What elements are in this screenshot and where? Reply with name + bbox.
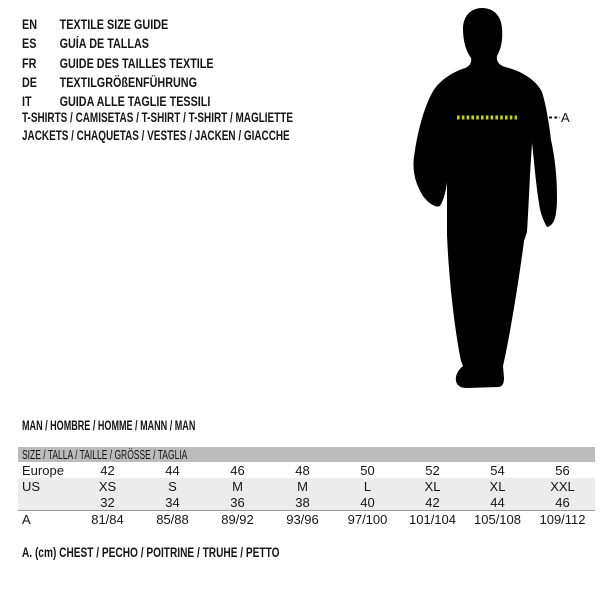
size-value-cell: M (232, 478, 243, 494)
size-value-cell: 42 (425, 494, 440, 510)
size-value-cell: 42 (100, 462, 115, 478)
size-value-cell: 50 (360, 462, 375, 478)
man-silhouette-icon (413, 8, 557, 388)
size-value-cell: 101/104 (409, 511, 456, 527)
size-value-cell: 44 (490, 494, 505, 510)
language-label: GUIDE DES TAILLES TEXTILE (59, 55, 214, 71)
size-value-cell: 97/100 (347, 511, 388, 527)
size-value-cell: M (297, 478, 308, 494)
row-label: A (22, 511, 31, 527)
chest-measure-label: A (561, 110, 570, 125)
language-label: GUÍA DE TALLAS (59, 36, 149, 52)
language-code: ES (22, 36, 37, 52)
size-value-cell: 36 (230, 494, 245, 510)
size-value-cell: 34 (165, 494, 180, 510)
table-row (18, 494, 595, 510)
size-value-cell: 81/84 (91, 511, 124, 527)
category-line-text: JACKETS / CHAQUETAS / VESTES / JACKEN / GIACCHE (22, 126, 290, 143)
size-value-cell: 46 (230, 462, 245, 478)
size-table-body (18, 462, 595, 527)
size-value-cell: 54 (490, 462, 505, 478)
size-table-header-text: SIZE / TALLA / TAILLE / GRÖSSE / TAGLIA (22, 447, 188, 462)
size-value-cell: 85/88 (156, 511, 189, 527)
table-row (18, 510, 595, 527)
row-label: US (22, 478, 41, 494)
size-value-cell: 93/96 (286, 511, 319, 527)
size-value-cell: XXL (550, 478, 575, 494)
row-label: Europe (22, 462, 64, 478)
section-title (22, 418, 281, 433)
size-value-cell: 32 (100, 494, 115, 510)
size-value-cell: XL (489, 478, 506, 494)
size-value-cell: 48 (295, 462, 310, 478)
size-value-cell: 38 (295, 494, 310, 510)
section-title-text: MAN / HOMBRE / HOMME / MANN / MAN (22, 418, 196, 433)
language-label: GUIDA ALLE TAGLIE TESSILI (59, 94, 211, 110)
language-code: DE (22, 74, 38, 90)
size-value-cell: 109/112 (539, 511, 586, 527)
measurement-footnote (22, 545, 365, 560)
measurement-footnote-text: A. (cm) CHEST / PECHO / POITRINE / TRUHE / PETTO (22, 545, 280, 560)
size-value-cell: L (363, 478, 372, 494)
size-value-cell: 40 (360, 494, 375, 510)
table-row (18, 462, 595, 478)
size-value-cell: 89/92 (221, 511, 254, 527)
language-code: IT (22, 94, 32, 110)
size-value-cell: 56 (555, 462, 570, 478)
table-row (18, 478, 595, 494)
size-value-cell: S (168, 478, 177, 494)
size-table-header (18, 447, 595, 462)
size-value-cell: 105/108 (474, 511, 521, 527)
size-value-cell: 46 (555, 494, 570, 510)
size-value-cell: 44 (165, 462, 180, 478)
language-code: FR (22, 55, 37, 71)
language-code: EN (22, 17, 38, 32)
size-table (18, 447, 595, 527)
language-label: TEXTILGRÖßENFÜHRUNG (59, 74, 197, 90)
language-label: TEXTILE SIZE GUIDE (59, 17, 169, 32)
category-line-text: T-SHIRTS / CAMISETAS / T-SHIRT / T-SHIRT / MAGLIETTE (22, 109, 293, 125)
size-value-cell: 52 (425, 462, 440, 478)
size-value-cell: XL (424, 478, 441, 494)
size-value-cell: XS (98, 478, 117, 494)
